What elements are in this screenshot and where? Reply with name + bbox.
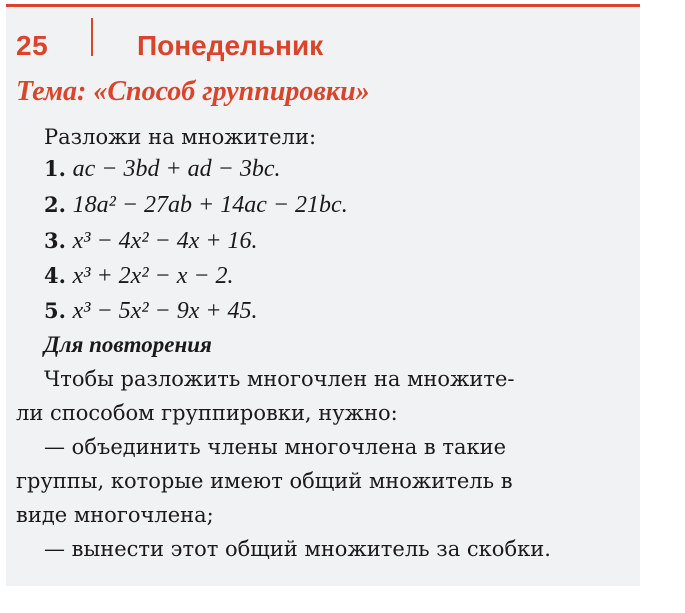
task-item-number: 3.	[44, 228, 66, 253]
worksheet-page	[6, 4, 640, 586]
task-item-expression: x³ + 2x² − x − 2.	[72, 263, 234, 289]
task-item-expression: ac − 3bd + ad − 3bc.	[72, 156, 281, 182]
day-name: Понедельник	[137, 30, 324, 61]
day-number: 25	[16, 30, 49, 61]
review-line: виде многочлена;	[16, 503, 214, 527]
task-item-expression: x³ − 4x² − 4x + 16.	[72, 228, 258, 254]
review-line: Чтобы разложить многочлен на множите-	[44, 367, 515, 391]
top-rule	[6, 4, 640, 7]
review-title: Для повторения	[44, 332, 212, 357]
task-item-number: 4.	[44, 263, 66, 288]
topic-title: Тема: «Способ группировки»	[16, 76, 370, 107]
review-line: — объединить члены многочлена в такие	[44, 435, 507, 459]
task-item	[44, 154, 281, 184]
review-line: ли способом группировки, нужно:	[16, 401, 398, 425]
task-item-number: 2.	[44, 192, 66, 217]
task-instruction: Разложи на множители:	[44, 125, 317, 149]
header-divider	[91, 18, 93, 56]
task-item	[44, 296, 258, 326]
task-item	[44, 226, 258, 256]
task-item-number: 5.	[44, 298, 66, 323]
review-line: — вынести этот общий множитель за скобки.	[44, 537, 551, 561]
task-item-expression: 18a² − 27ab + 14ac − 21bc.	[72, 192, 348, 218]
task-item-number: 1.	[44, 156, 66, 181]
task-item-expression: x³ − 5x² − 9x + 45.	[72, 298, 258, 324]
review-line: группы, которые имеют общий множитель в	[16, 469, 513, 493]
task-item	[44, 261, 234, 291]
task-item	[44, 190, 348, 220]
